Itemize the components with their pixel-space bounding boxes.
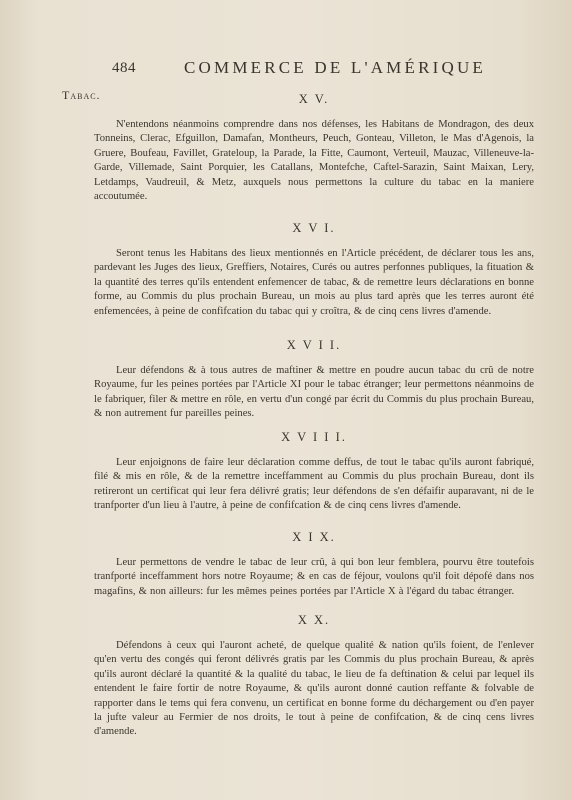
article-18 xyxy=(94,430,534,514)
article-19 xyxy=(94,530,534,599)
margin-note: Tabac. xyxy=(62,88,101,102)
article-20 xyxy=(94,613,534,740)
article-heading: X V I I I. xyxy=(281,430,347,444)
article-15 xyxy=(94,92,534,204)
article-body: Leur défendons & à tous autres de maftiner & mettre en poudre aucun tabac du crû de notre Royaume, fur les peines portées par l'Article XI pour le tabac étranger; leur permettons néanmoins de le fabriquer, filer & mettre en rôle, en vertu d'un congé par écrit du Commis du plus prochain Bureau, & non autrement fur pareilles peines. xyxy=(94,365,534,420)
article-16 xyxy=(94,221,534,319)
page-header xyxy=(112,58,532,80)
running-title: COMMERCE DE L'AMÉRIQUE xyxy=(184,58,487,77)
article-body: Leur permettons de vendre le tabac de leur crû, à qui bon leur femblera, pourvu être toutefois tranfporté inceffamment hors notre Royaume; & en cas de féjour, voulons qu'il foit dépofé dans nos magafins, & non ailleurs: fur les mêmes peines portées par l'Article X à l'égard du tabac étranger. xyxy=(94,557,534,597)
article-heading: X V I I. xyxy=(286,338,342,352)
article-heading: X X. xyxy=(297,613,331,627)
article-body: Leur enjoignons de faire leur déclaration comme deffus, de tout le tabac qu'ils auront fabriqué, filé & mis en rôle, & de la remettre inceffamment au Commis du plus prochain Bureau, dont ils retireront un certificat qui leur fera délivré gratis; leur défendons de s'en défaifir auparavant, ni de le tranfporter d'un lieu à l'autre, à peine de confifcation & de cinq cens livres d'amende. xyxy=(94,457,534,512)
article-body: Défendons à ceux qui l'auront acheté, de quelque qualité & nation qu'ils foient, de l'enlever qu'en vertu des congés qui feront délivrés gratis par les Commis du plus prochain Bureau, & après qu'ils auront déclaré la quantité & la qualité du tabac, le lieu de fa deftination & celui par lequel ils entendent le faire fortir de notre Royaume, & qu'ils auront donné caution reffante & folvable de rapporter dans le tems qui fera convenu, un certificat en bonne forme du déchargement ou d'en payer la jufte valeur au Fermier de nos droits, le tout à peine de confifcation, & de cinq cens livres d'amende. xyxy=(94,640,534,738)
article-heading: X V. xyxy=(298,92,330,106)
article-heading: X V I. xyxy=(292,221,336,235)
page-number: 484 xyxy=(112,60,136,76)
article-heading: X I X. xyxy=(292,530,336,544)
article-body: Seront tenus les Habitans des lieux mentionnés en l'Article précédent, de déclarer tous les ans, pardevant les Juges des lieux, Greffiers, Notaires, Curés ou autres perfonnes publiques, la fituation & la quantité des terres qu'ils entendent enfemencer de tabac, & de remettre leurs déclarations en bonne forme, au Commis du plus prochain Bureau, un mois au plus tard après que les terres auront été enfemencées, à peine de confifcation du tabac qui y croîtra, & de cinq cens livres d'amende. xyxy=(94,248,534,317)
article-body: N'entendons néanmoins comprendre dans nos défenses, les Habitans de Mondragon, des deux Tonneins, Clerac, Efguillon, Damafan, Montheurs, Peuch, Gonteau, Villeton, le Mas d'Agenois, la Gruere, Boufeau, Favillet, Grateloup, la Parade, la Fitte, Caumont, Verteuil, Mauzac, Villeneuve-la-Garde, Villemade, Saint Porquier, les Catallans, Montefche, Caftel-Sarazin, Saint Maixan, Lery, Letdamps, Vaudreuil, & Metz, auxquels nous permettons la culture du tabac en la maniere accoutumée. xyxy=(94,119,534,203)
article-17 xyxy=(94,338,534,422)
